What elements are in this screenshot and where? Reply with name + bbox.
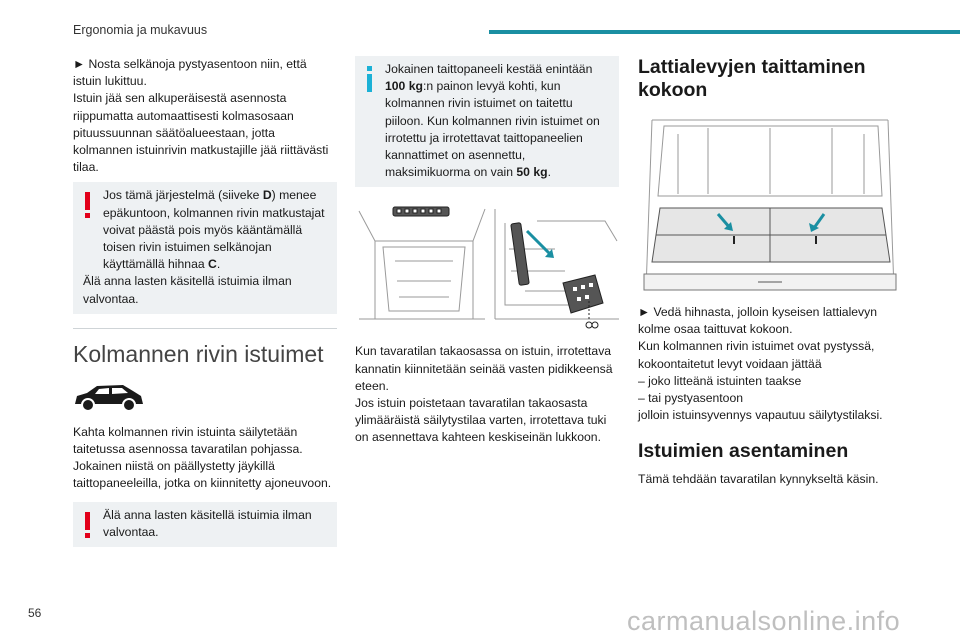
warning-text-children-2: Älä anna lasten käsitellä istuimia ilman valvontaa.	[103, 507, 312, 539]
column-1	[73, 56, 337, 547]
list-item-flat: – joko litteänä istuinten taakse	[638, 373, 802, 388]
instruction-raise-backrest: ► Nosta selkänoja pystyasentoon niin, että istuin lukittuu.	[73, 57, 307, 89]
warning-note-1	[73, 182, 337, 313]
key-d: D	[262, 188, 272, 203]
warning-icon	[85, 192, 90, 218]
section-title-folding-floor: Lattialevyjen taittaminen kokoon	[638, 56, 866, 101]
warning-icon	[85, 512, 90, 538]
info-text: :n painon levyä kohti, kun kolmannen rivin istuimet on taitettu piiloon. Kun kolmannen rivin istuimet on irrotettu ja irrotettavat taittopaneelien kannattimet on asennettu, maksimikuorma on vain	[385, 79, 600, 180]
header-title: Ergonomia ja mukavuus	[73, 23, 208, 37]
info-icon	[367, 66, 372, 92]
paragraph-storage-freed: jolloin istuinsyvennys vapautuu säilytystilaksi.	[638, 408, 883, 423]
page-number: 56	[28, 606, 42, 620]
info-note	[355, 56, 619, 187]
paragraph-from-threshold: Tämä tehdään tavaratilan kynnykseltä käsin.	[638, 472, 879, 487]
warning-text: Jos tämä järjestelmä (siiveke	[103, 188, 263, 203]
list-item-upright: – tai pystyasentoon	[638, 391, 744, 406]
info-text: Jokainen taittopaneeli kestää enintään	[385, 62, 593, 76]
header-accent-bar	[489, 30, 960, 34]
paragraph-seat-position: Istuin jää sen alkuperäisestä asennosta riippumatta automaattisesti kolmasosaan pituussuunnan säätöalueestaan, jotta kolmannen istuinrivin matkustajille jää riittävästi tilaa.	[73, 91, 329, 175]
column-3	[638, 56, 902, 489]
trunk-support-illustration	[355, 201, 619, 329]
section-title-installing-seats: Istuimien asentaminen	[638, 440, 849, 463]
paragraph-support-installed: Jos istuin poistetaan tavaratilan takaosasta ylimääräistä säilytystilaa varten, irrotettava tuki on asennettava kahteen keskiseinän lukkoon.	[355, 396, 607, 445]
section-title-third-row: Kolmannen rivin istuimet	[73, 340, 324, 367]
warning-text-children: Älä anna lasten käsitellä istuimia ilman valvontaa.	[83, 274, 292, 306]
paragraph-folded-panels: Kun kolmannen rivin istuimet ovat pystyssä, kokoontaitetut levyt voidaan jättää	[638, 339, 875, 371]
instruction-pull-strap: ► Vedä hihnasta, jolloin kyseisen lattialevyn kolme osaa taittuvat kokoon.	[638, 305, 878, 337]
paragraph-support-attached: Kun tavaratilan takaosassa on istuin, irrotettava kannatin kiinnitetään seinää vasten pidikkeensä eteen.	[355, 344, 613, 393]
watermark: carmanualsonline.info	[627, 606, 901, 636]
weight-50kg: 50 kg	[516, 165, 548, 180]
weight-100kg: 100 kg	[385, 79, 423, 94]
info-text: .	[547, 165, 551, 180]
divider	[73, 328, 337, 329]
car-side-icon	[73, 382, 337, 412]
warning-text: .	[216, 257, 221, 272]
warning-text: ) menee epäkuntoon, kolmannen rivin matkustajat voivat päästä pois myös kääntämällä toisen rivin istuimen selkänojan käyttämällä hihnaa	[103, 188, 325, 272]
key-c: C	[208, 257, 217, 272]
column-2	[355, 56, 619, 447]
paragraph-third-row-storage: Kahta kolmannen rivin istuinta säilytetään taitetussa asennossa tavaratilan pohjassa. Jokainen niistä on päällystetty jäykillä taittopaneeleilla, jotka on kiinnitetty ajoneuvoon.	[73, 424, 332, 491]
floor-panels-illustration	[638, 114, 902, 298]
warning-note-2	[73, 502, 337, 547]
